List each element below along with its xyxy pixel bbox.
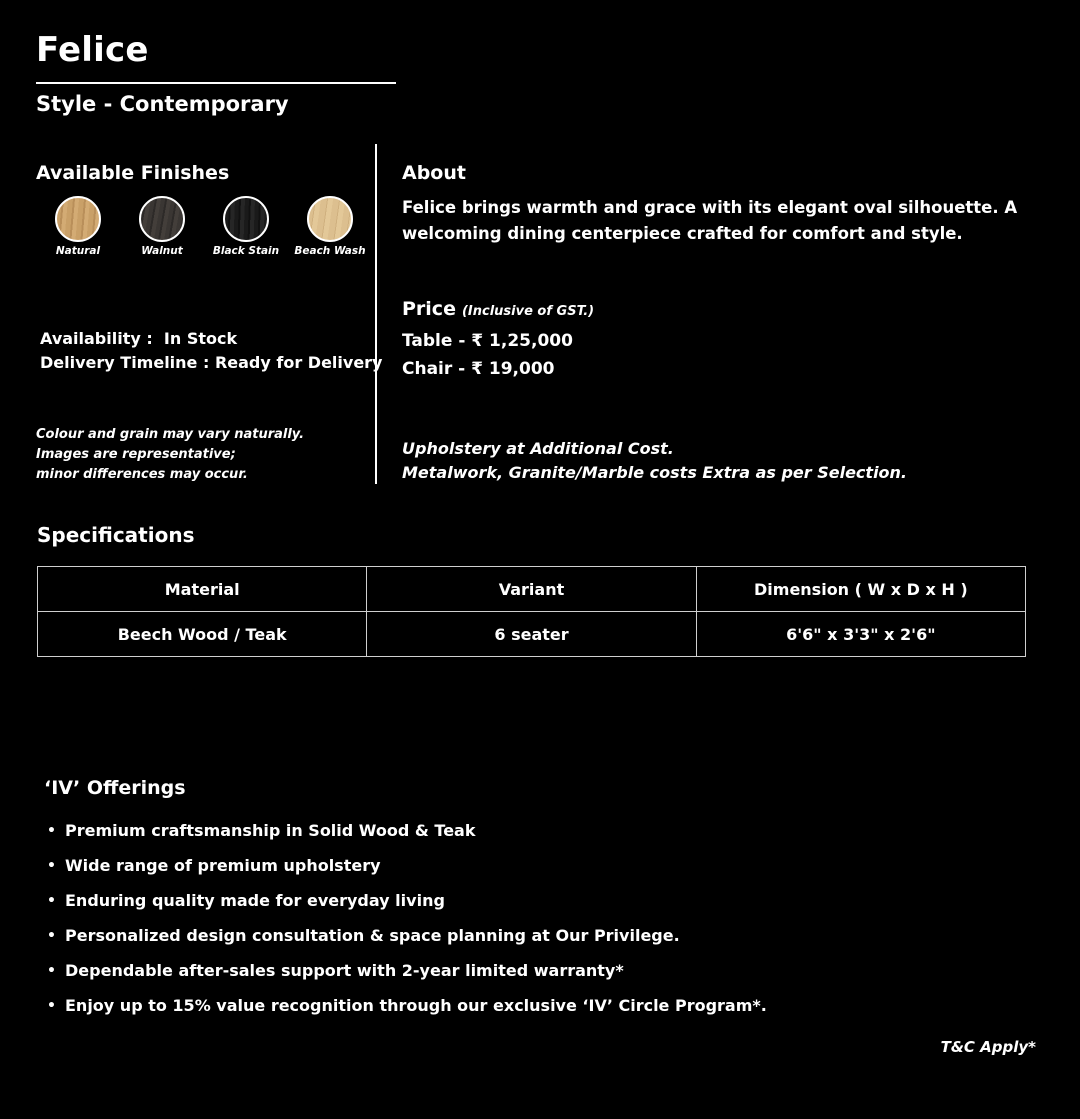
terms-note: T&C Apply* bbox=[940, 1038, 1036, 1056]
list-item bbox=[47, 848, 767, 883]
finish-swatch bbox=[55, 196, 101, 242]
finish-label: Natural bbox=[55, 245, 101, 257]
finish-swatch bbox=[223, 196, 269, 242]
bullet-icon: • bbox=[47, 927, 56, 944]
availability-status: Availability : In Stock bbox=[40, 329, 238, 348]
upholstery-note: Upholstery at Additional Cost. bbox=[402, 439, 674, 458]
header-dimension: Dimension ( W x D x H ) bbox=[696, 567, 1025, 612]
bullet-icon: • bbox=[47, 962, 56, 979]
price-heading bbox=[402, 298, 594, 320]
offering-text: Enduring quality made for everyday living bbox=[65, 891, 445, 910]
cell-dimension: 6'6" x 3'3" x 2'6" bbox=[696, 612, 1025, 657]
offering-text: Dependable after-sales support with 2-year limited warranty* bbox=[65, 961, 624, 980]
list-item bbox=[47, 883, 767, 918]
title-underline bbox=[36, 82, 396, 84]
disclaimer-line: Colour and grain may vary naturally. bbox=[36, 427, 305, 442]
finish-label: Walnut bbox=[141, 245, 183, 257]
bullet-icon: • bbox=[47, 822, 56, 839]
extra-costs-note bbox=[402, 437, 907, 485]
table-header-row bbox=[38, 567, 1026, 612]
availability-block bbox=[40, 327, 382, 375]
vertical-divider bbox=[375, 144, 377, 484]
list-item bbox=[47, 918, 767, 953]
finish-beach-wash[interactable] bbox=[288, 196, 372, 257]
list-item bbox=[47, 988, 767, 1023]
about-title: About bbox=[402, 162, 466, 184]
bullet-icon: • bbox=[47, 892, 56, 909]
finish-label: Beach Wash bbox=[294, 245, 366, 257]
finish-label: Black Stain bbox=[212, 245, 280, 257]
finish-black-stain[interactable] bbox=[204, 196, 288, 257]
finishes-title: Available Finishes bbox=[36, 162, 230, 184]
specifications-table bbox=[37, 566, 1026, 657]
offering-text: Wide range of premium upholstery bbox=[65, 856, 381, 875]
bullet-icon: • bbox=[47, 857, 56, 874]
table-row bbox=[38, 612, 1026, 657]
finish-walnut[interactable] bbox=[120, 196, 204, 257]
offerings-list bbox=[47, 818, 767, 1028]
colour-disclaimer bbox=[36, 425, 304, 485]
specifications-title: Specifications bbox=[37, 523, 195, 547]
bullet-icon: • bbox=[47, 997, 56, 1014]
list-item bbox=[47, 953, 767, 988]
disclaimer-line: minor differences may occur. bbox=[36, 467, 248, 482]
header-variant: Variant bbox=[367, 567, 696, 612]
price-title: Price bbox=[402, 298, 456, 320]
finish-swatches bbox=[36, 196, 372, 257]
about-text: Felice brings warmth and grace with its elegant oval silhouette. A welcoming dining centerpiece crafted for comfort and style. bbox=[402, 198, 1018, 243]
metalwork-note: Metalwork, Granite/Marble costs Extra as per Selection. bbox=[402, 463, 908, 482]
list-item bbox=[47, 813, 767, 848]
product-title: Felice bbox=[36, 30, 149, 70]
offering-text: Personalized design consultation & space planning at Our Privilege. bbox=[65, 926, 680, 945]
delivery-timeline: Delivery Timeline : Ready for Delivery bbox=[40, 353, 383, 372]
finish-swatch bbox=[139, 196, 185, 242]
cell-material: Beech Wood / Teak bbox=[38, 612, 367, 657]
table-price: Table - ₹ 1,25,000 bbox=[402, 331, 573, 351]
offering-text: Enjoy up to 15% value recognition through our exclusive ‘IV’ Circle Program*. bbox=[65, 996, 767, 1015]
cell-variant: 6 seater bbox=[367, 612, 696, 657]
disclaimer-line: Images are representative; bbox=[36, 447, 236, 462]
price-list bbox=[402, 327, 573, 383]
offering-text: Premium craftsmanship in Solid Wood & Teak bbox=[65, 821, 476, 840]
header-material: Material bbox=[38, 567, 367, 612]
finish-swatch bbox=[307, 196, 353, 242]
chair-price: Chair - ₹ 19,000 bbox=[402, 359, 555, 379]
finish-natural[interactable] bbox=[36, 196, 120, 257]
product-style: Style - Contemporary bbox=[36, 92, 289, 116]
price-gst-note: (Inclusive of GST.) bbox=[461, 304, 595, 319]
offerings-title: ‘IV’ Offerings bbox=[44, 777, 186, 799]
